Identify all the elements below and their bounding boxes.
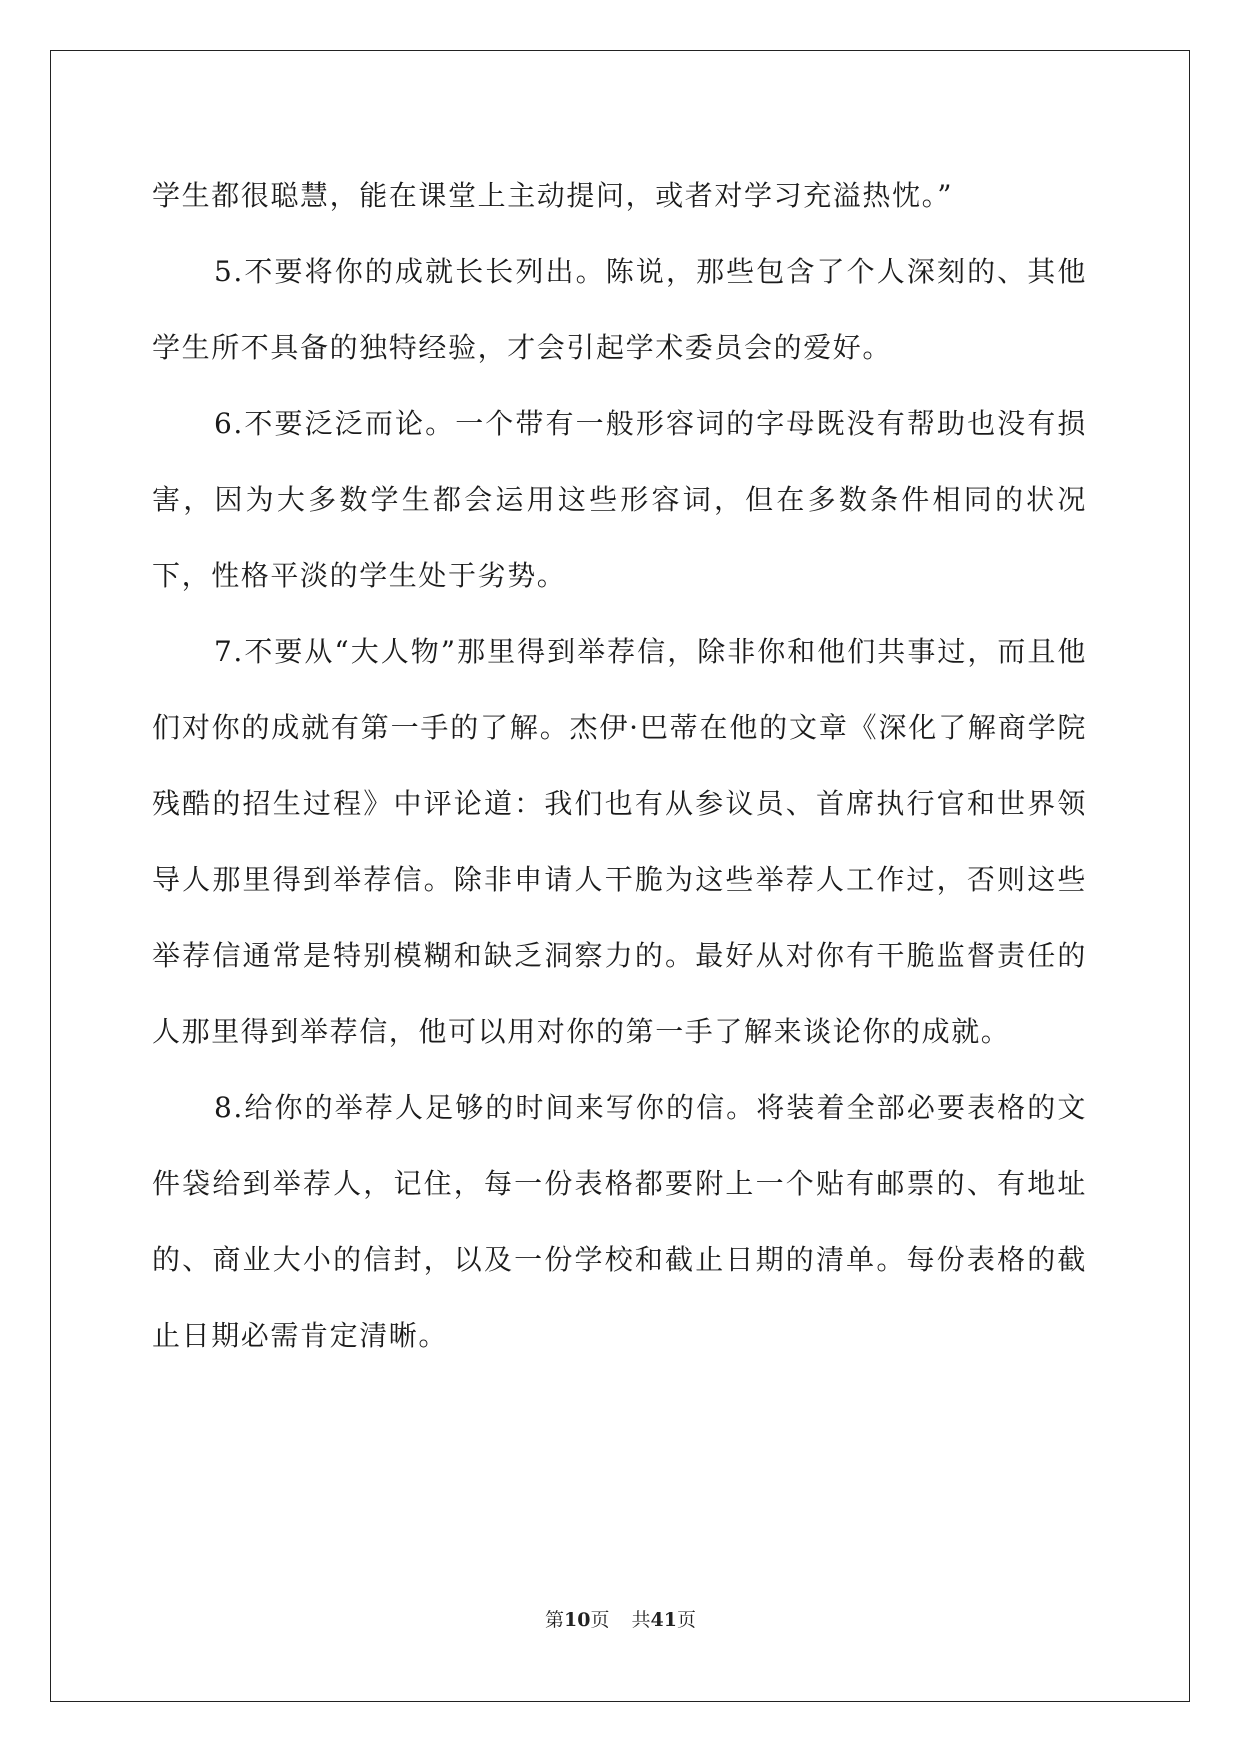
page-footer bbox=[0, 1608, 1241, 1632]
current-page-number: 10 bbox=[564, 1609, 591, 1631]
paragraph-item-5: 5.不要将你的成就长长列出。陈说，那些包含了个人深刻的、其他学生所不具备的独特经验，才会引起学术委员会的爱好。 bbox=[152, 255, 1087, 364]
page-prefix: 第 bbox=[545, 1609, 565, 1631]
paragraph-item-7: 7.不要从“大人物”那里得到举荐信，除非你和他们共事过，而且他们对你的成就有第一手的了解。杰伊·巴蒂在他的文章《深化了解商学院残酷的招生过程》中评论道：我们也有从参议员、首席执行官和世界领导人那里得到举荐信。除非申请人干脆为这些举荐人工作过，否则这些举荐信通常是特别模糊和缺乏洞察力的。最好从对你有干脆监督责任的人那里得到举荐信，他可以用对你的第一手了解来谈论你的成就。 bbox=[152, 635, 1087, 1048]
total-suffix: 页 bbox=[676, 1609, 696, 1631]
paragraph-continuation: 学生都很聪慧，能在课堂上主动提问，或者对学习充溢热忱。” bbox=[152, 179, 954, 212]
document-body bbox=[152, 158, 1087, 1374]
paragraph-item-8: 8.给你的举荐人足够的时间来写你的信。将装着全部必要表格的文件袋给到举荐人，记住，每一份表格都要附上一个贴有邮票的、有地址的、商业大小的信封，以及一份学校和截止日期的清单。每份表格的截止日期必需肯定清晰。 bbox=[152, 1091, 1087, 1352]
total-page-count: 41 bbox=[650, 1609, 677, 1631]
page-suffix: 页 bbox=[590, 1609, 610, 1631]
paragraph-item-6: 6.不要泛泛而论。一个带有一般形容词的字母既没有帮助也没有损害，因为大多数学生都会运用这些形容词，但在多数条件相同的状况下，性格平淡的学生处于劣势。 bbox=[152, 407, 1087, 592]
total-prefix: 共 bbox=[631, 1609, 651, 1631]
